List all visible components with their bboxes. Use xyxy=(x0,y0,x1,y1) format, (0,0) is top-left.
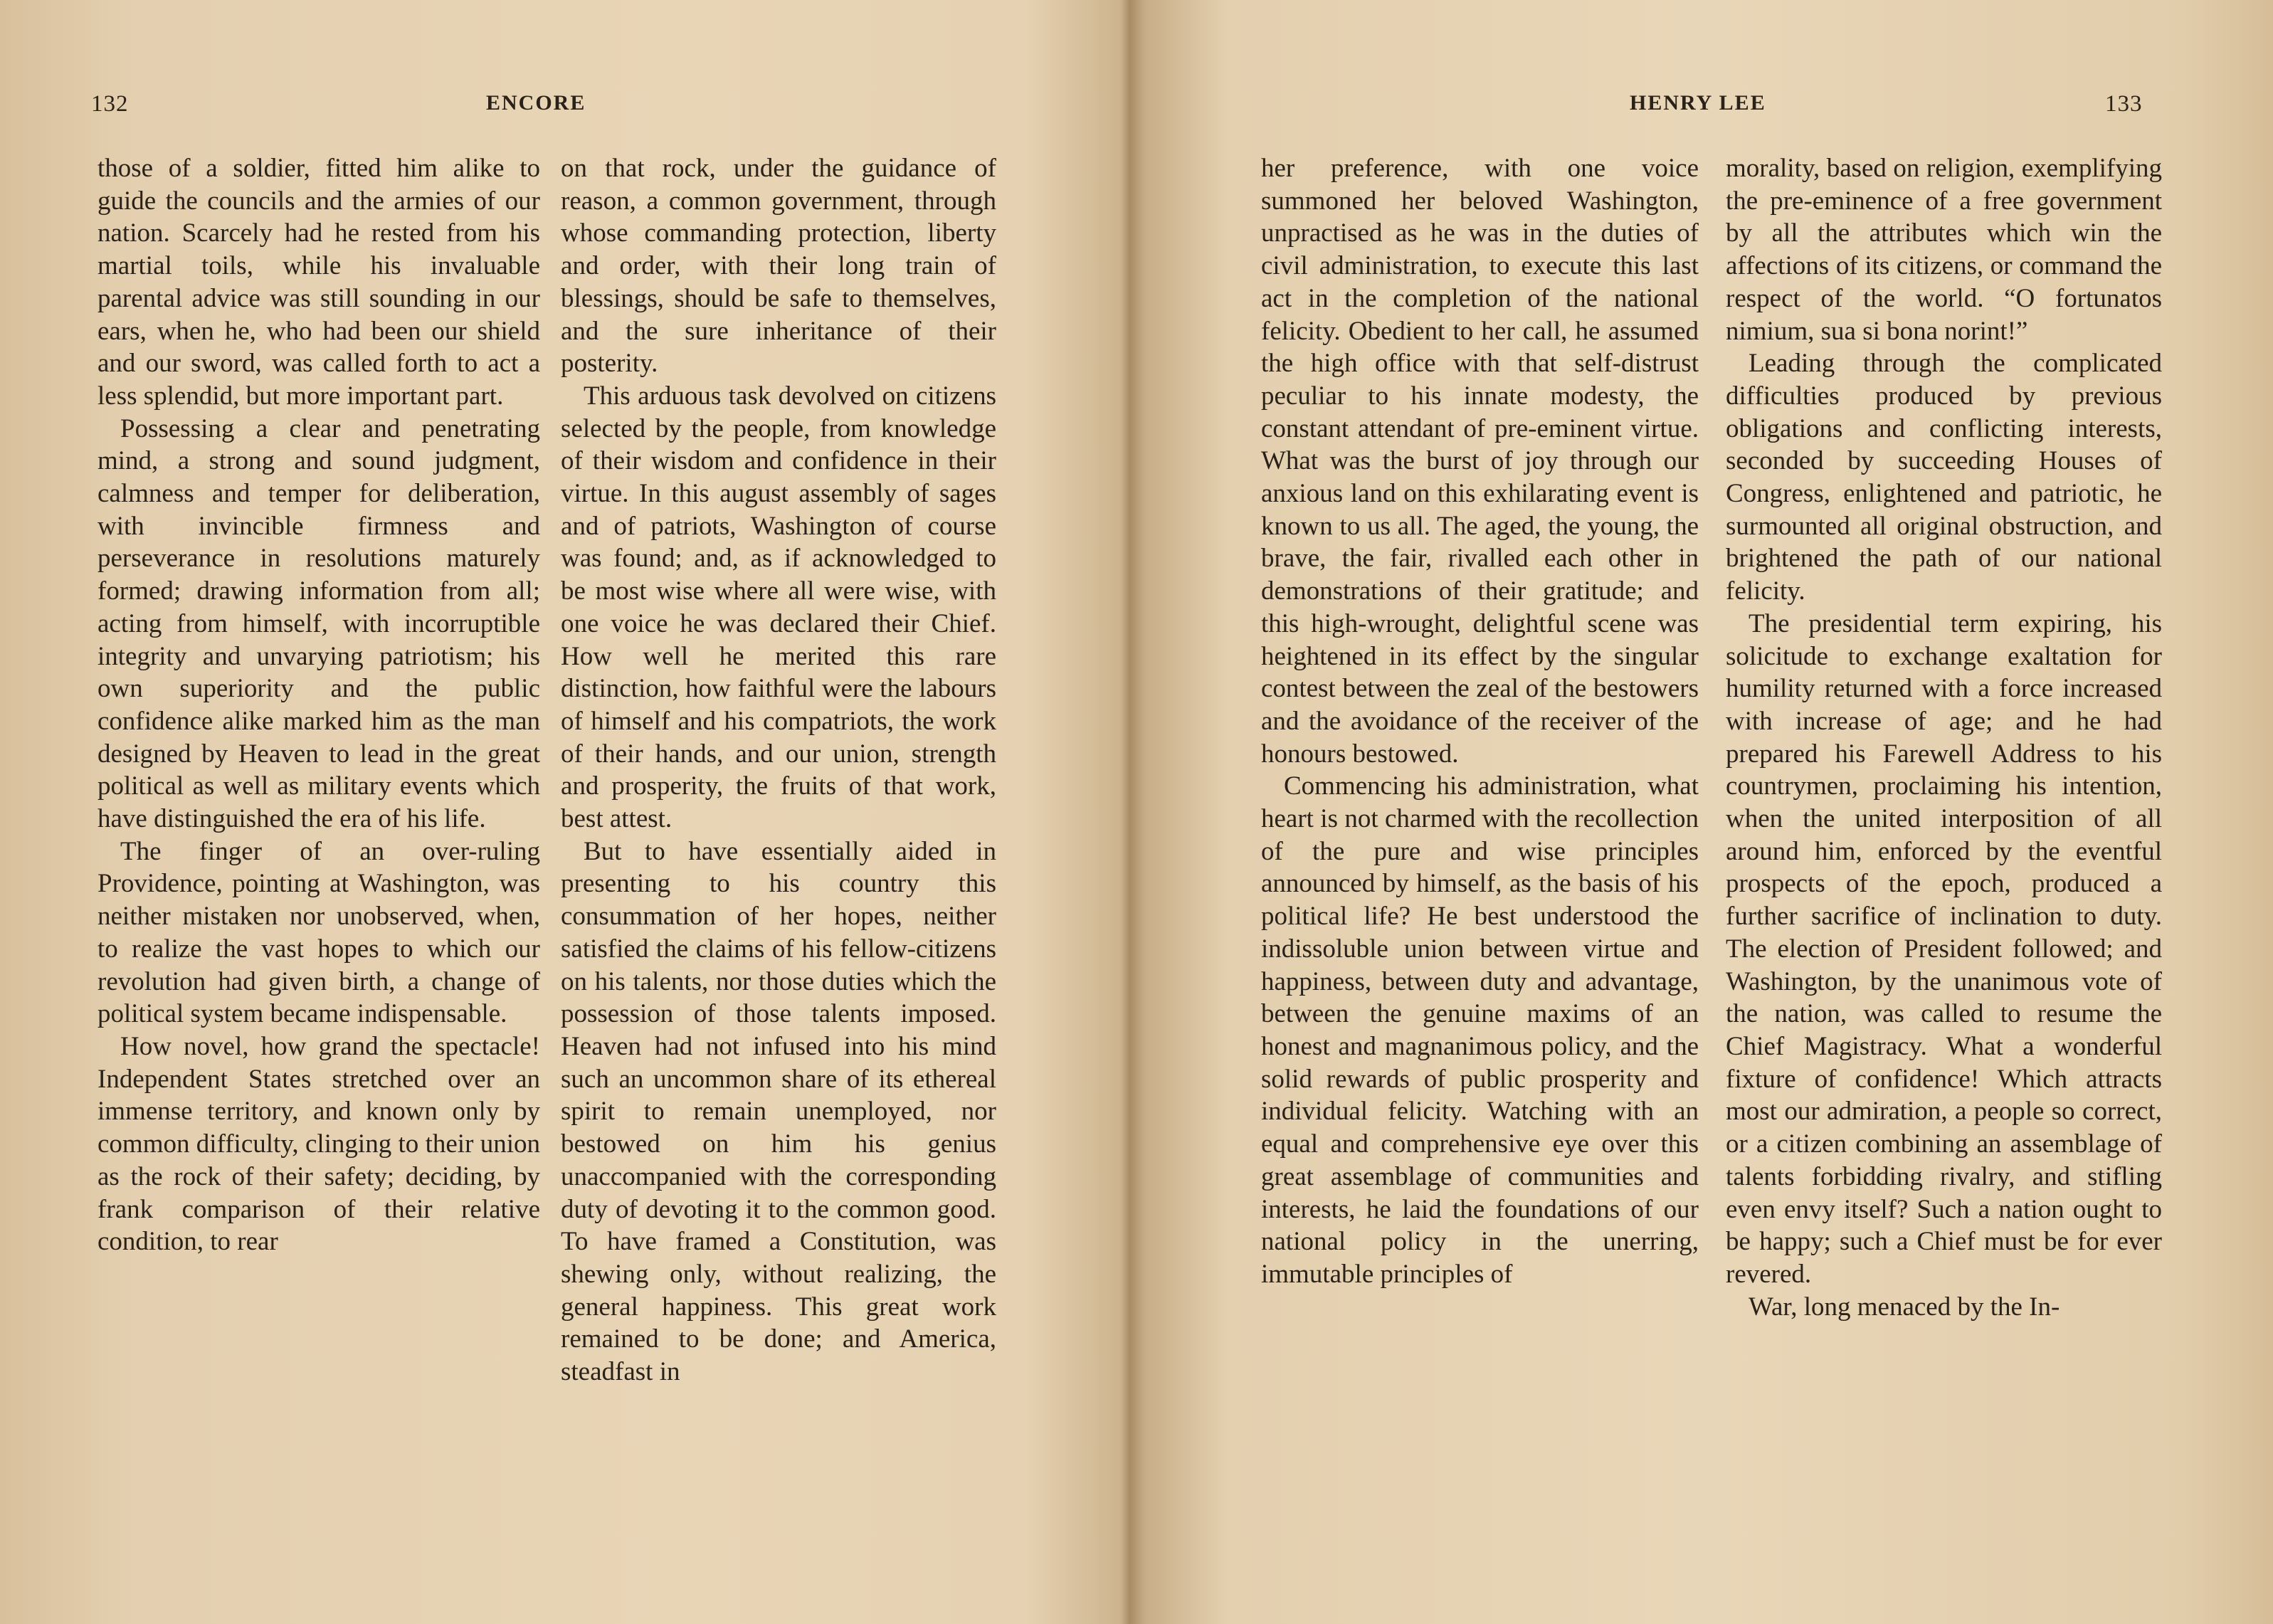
paragraph: on that rock, under the guidance of reason, a common government, through whose commanding protection, liberty and order, with their long train of blessings, should be safe to themselves, and the sure inheritance of their posterity. xyxy=(561,154,996,379)
paragraph: Commencing his administration, what heart is not charmed with the recollection of the pure and wise principles announced by himself, as the basis of his political life? He best understood the indissoluble union between virtue and happiness, between duty and advantage, between the genuine maxims of an honest and magnanimous policy, and the solid rewards of public prosperity and individual felicity. Watching with an equal and comprehensive eye over this great assemblage of communities and interests, he laid the foundations of our national policy in the unerring, immutable principles of xyxy=(1261,771,1699,1289)
text-column xyxy=(1726,152,2162,1323)
paragraph: morality, based on religion, exemplifying the pre-eminence of a free government by all the attributes which win the affections of its citizens, or command the respect of the world. “O fortunatos nimium, sua si bona norint!” xyxy=(1726,154,2162,346)
paragraph: those of a soldier, fitted him alike to guide the councils and the armies of our nation. Scarcely had he rested from his martial toils, while his invaluable parental advice was still sounding in our ears, when he, who had been our shield and our sword, was called forth to act a less splendid, but more important part. xyxy=(97,154,540,411)
text-column xyxy=(561,152,996,1388)
page-number-left: 132 xyxy=(91,91,129,117)
paragraph: her preference, with one voice summoned her beloved Washington, unpractised as he was in the duties of civil administration, to execute this last act in the completion of the national felicity. Obedient to her call, he assumed the high office with that self-distrust peculiar to his innate modesty, the constant attendant of pre-eminent virtue. What was the burst of joy through our anxious land on this exhilarating event is known to us all. The aged, the young, the brave, the fair, rivalled each other in demonstrations of their gratitude; and this high-wrought, delightful scene was heightened in its effect by the singular contest between the zeal of the bestowers and the avoidance of the receiver of the honours bestowed. xyxy=(1261,154,1699,769)
paragraph: The finger of an over-ruling Providence, pointing at Washington, was neither mistaken nor unobserved, when, to realize the vast hopes to which our revolution had given birth, a change of political system became indispensable. xyxy=(97,836,540,1029)
running-head-left: ENCORE xyxy=(486,91,586,115)
paragraph: This arduous task devolved on citizens selected by the people, from knowledge of their wisdom and confidence in their virtue. In this august assembly of sages and of patriots, Washington of course was found; and, as if acknowledged to be most wise where all were wise, with one voice he was declared their Chief. How well he merited this rare distinction, how faithful were the labours of himself and his compatriots, the work of their hands, and our union, strength and prosperity, the fruits of that work, best attest. xyxy=(561,381,996,834)
paragraph: Possessing a clear and penetrating mind, a strong and sound judgment, calmness and temper for deliberation, with invincible firmness and perseverance in resolutions maturely formed; drawing information from all; acting from himself, with incorruptible integrity and unvarying patriotism; his own superiority and the public confidence alike marked him as the man designed by Heaven to lead in the great political as well as military events which have distinguished the era of his life. xyxy=(97,413,540,834)
paragraph: But to have essentially aided in presenting to his country this consummation of her hopes, neither satisfied the claims of his fellow-citizens on his talents, nor those duties which the possession of those talents imposed. Heaven had not infused into his mind such an uncommon share of its ethereal spirit to remain unemployed, nor bestowed on him his genius unaccompanied with the corresponding duty of devoting it to the common good. To have framed a Constitution, was shewing only, without realizing, the general happiness. This great work remained to be done; and America, steadfast in xyxy=(561,836,996,1387)
paragraph: The presidential term expiring, his solicitude to exchange exaltation for humility returned with a force increased with increase of age; and he had prepared his Farewell Address to his countrymen, proclaiming his intention, when the united interposition of all around him, enforced by the eventful prospects of the epoch, produced a further sacrifice of inclination to duty. The election of President followed; and Washington, by the unanimous vote of the nation, was called to resume the Chief Magistracy. What a wonderful fixture of confidence! Which attracts most our admiration, a people so correct, or a citizen combining an assemblage of talents forbidding rivalry, and stifling even envy itself? Such a nation ought to be happy; such a Chief must be for ever revered. xyxy=(1726,608,2162,1289)
paragraph: War, long menaced by the In- xyxy=(1749,1292,2060,1322)
paragraph: How novel, how grand the spectacle! Independent States stretched over an immense territory, and known only by common difficulty, clinging to their union as the rock of their safety; deciding, by frank comparison of their relative condition, to rear xyxy=(97,1031,540,1257)
running-head-right: HENRY LEE xyxy=(1630,91,1766,115)
text-column xyxy=(1261,152,1699,1291)
left-page xyxy=(0,0,1128,1624)
paragraph: Leading through the complicated difficulties produced by previous obligations and conflicting interests, seconded by succeeding Houses of Congress, enlightened and patriotic, he surmounted all original obstruction, and brightened the path of our national felicity. xyxy=(1726,349,2162,606)
page-number-right: 133 xyxy=(2105,91,2143,117)
right-page xyxy=(1132,0,2273,1624)
text-column xyxy=(97,152,540,1258)
